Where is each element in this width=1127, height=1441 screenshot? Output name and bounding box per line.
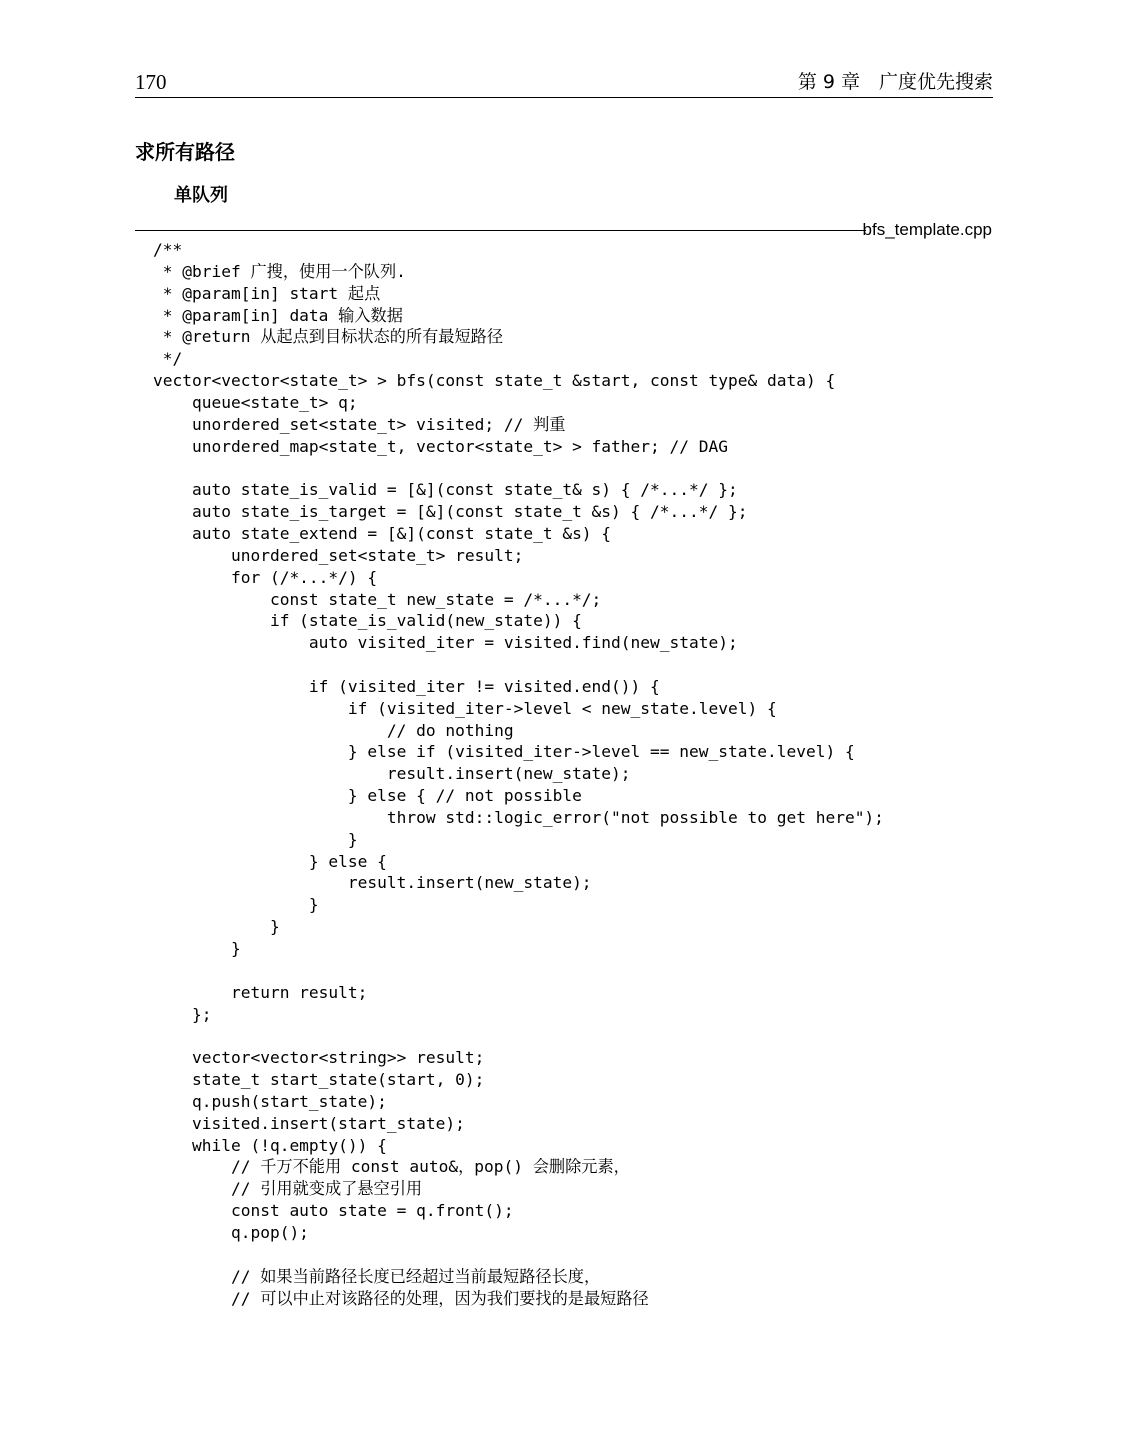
code-line: auto state_is_target = [&](const state_t &s) { /*...*/ }; <box>153 502 748 522</box>
chapter-title: 第 9 章 广度优先搜索 <box>797 71 993 93</box>
code-line: } <box>153 917 280 937</box>
code-line: } else if (visited_iter->level == new_state.level) { <box>153 742 855 762</box>
code-line <box>153 1025 1013 1047</box>
code-line: // 引用就变成了悬空引用 <box>153 1179 423 1199</box>
code-line: // do nothing <box>153 720 514 740</box>
code-listing <box>153 239 1013 1309</box>
page-header <box>135 66 993 98</box>
section-title: 求所有路径 <box>135 140 235 164</box>
code-line: unordered_set<state_t> result; <box>153 545 524 565</box>
code-line: */ <box>153 349 183 369</box>
listing-filename: bfs_template.cpp <box>862 220 992 239</box>
code-line: } <box>153 895 319 915</box>
code-line: * @brief 广搜，使用一个队列. <box>153 261 406 281</box>
code-line: * @param[in] data 输入数据 <box>153 305 403 325</box>
page-number: 170 <box>135 70 167 94</box>
code-line: * @return 从起点到目标状态的所有最短路径 <box>153 327 504 347</box>
code-line: visited.insert(start_state); <box>153 1113 465 1133</box>
code-line: unordered_map<state_t, vector<state_t> > father; // DAG <box>153 436 728 456</box>
code-line: if (visited_iter != visited.end()) { <box>153 676 660 696</box>
code-line: while (!q.empty()) { <box>153 1135 387 1155</box>
code-line: vector<vector<string>> result; <box>153 1048 485 1068</box>
listing-top-rule <box>135 230 866 231</box>
code-line: if (visited_iter->level < new_state.level) { <box>153 698 777 718</box>
code-line: * @param[in] start 起点 <box>153 283 381 303</box>
code-line: } <box>153 829 358 849</box>
code-line: auto state_is_valid = [&](const state_t& s) { /*...*/ }; <box>153 480 738 500</box>
code-line: } <box>153 939 241 958</box>
code-line: result.insert(new_state); <box>153 764 631 784</box>
code-line: /** <box>153 240 183 259</box>
subsection-title: 单队列 <box>174 185 228 206</box>
code-line <box>153 1244 1013 1266</box>
code-line: throw std::logic_error("not possible to get here"); <box>153 807 884 827</box>
code-line: } else { <box>153 851 387 871</box>
code-line: return result; <box>153 982 368 1002</box>
code-line: // 可以中止对该路径的处理，因为我们要找的是最短路径 <box>153 1288 649 1308</box>
code-line: // 千万不能用 const auto&，pop() 会删除元素， <box>153 1157 630 1177</box>
code-line: const state_t new_state = /*...*/; <box>153 589 602 609</box>
code-line: }; <box>153 1004 212 1024</box>
code-line: for (/*...*/) { <box>153 567 378 587</box>
code-line: const auto state = q.front(); <box>153 1201 514 1221</box>
code-line: q.push(start_state); <box>153 1091 387 1111</box>
code-line: vector<vector<state_t> > bfs(const state_t &start, const type& data) { <box>153 371 836 391</box>
code-line: auto visited_iter = visited.find(new_state); <box>153 633 738 653</box>
code-line: } else { // not possible <box>153 786 582 806</box>
code-line: // 如果当前路径长度已经超过当前最短路径长度， <box>153 1266 601 1286</box>
code-line <box>153 654 1013 676</box>
code-line <box>153 960 1013 982</box>
code-line: queue<state_t> q; <box>153 392 358 412</box>
code-line: if (state_is_valid(new_state)) { <box>153 611 582 631</box>
code-line: state_t start_state(start, 0); <box>153 1070 485 1090</box>
code-line: auto state_extend = [&](const state_t &s) { <box>153 523 612 543</box>
code-line: q.pop(); <box>153 1222 309 1242</box>
code-line: unordered_set<state_t> visited; // 判重 <box>153 414 566 434</box>
code-line: result.insert(new_state); <box>153 873 592 893</box>
code-line <box>153 457 1013 479</box>
